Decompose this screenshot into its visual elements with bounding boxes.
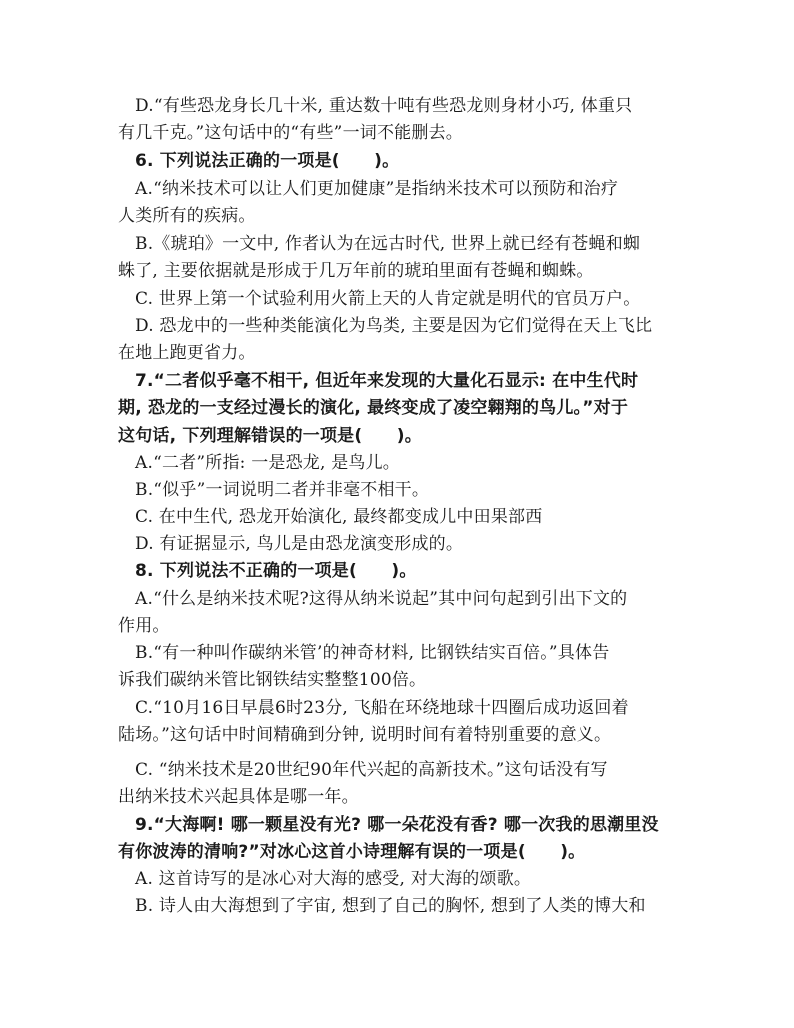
q8-stem: 8. 下列说法不正确的一项是( )。 [135, 561, 417, 581]
q7-option-c: C. 在中生代, 恐龙开始演化, 最终都变成儿中田果部西 [135, 507, 543, 527]
q9-option-b: B. 诗人由大海想到了宇宙, 想到了自己的胸怀, 想到了人类的博大和 [135, 896, 646, 916]
q8-option-c-line1: C.“10月16日早晨6时23分, 飞船在环绕地球十四圈后成功返回着 [135, 698, 629, 718]
q7-option-d: D. 有证据显示, 鸟儿是由恐龙演变形成的。 [135, 534, 464, 554]
q8-option-b-line1: B.“有一种叫作碳纳米管’的神奇材料, 比钢铁结实百倍。”具体告 [135, 643, 610, 663]
q9-stem-line2: 有你波涛的清响?”对冰心这首小诗理解有误的一项是( )。 [118, 842, 586, 862]
q6-option-d-line1: D. 恐龙中的一些种类能演化为鸟类, 主要是因为它们觉得在天上飞比 [135, 316, 653, 336]
q9-stem-line1: 9.“大海啊! 哪一颗星没有光? 哪一朵花没有香? 哪一次我的思潮里没 [135, 815, 659, 835]
q6-stem: 6. 下列说法正确的一项是( )。 [135, 151, 400, 171]
q6-option-c: C. 世界上第一个试验利用火箭上天的人肯定就是明代的官员万户。 [135, 289, 641, 309]
q6-option-a-line1: A.“纳米技术可以让人们更加健康”是指纳米技术可以预防和治疗 [135, 179, 619, 199]
q7-option-b: B.“似乎”一词说明二者并非毫不相干。 [135, 480, 430, 500]
q7-stem-line3: 这句话, 下列理解错误的一项是( )。 [118, 426, 422, 446]
q5-option-d-line1: D.“有些恐龙身长几十米, 重达数十吨有些恐龙则身材小巧, 体重只 [135, 96, 633, 116]
q6-option-b-line1: B.《琥珀》一文中, 作者认为在远古时代, 世界上就已经有苍蝇和蜘 [135, 234, 641, 254]
q8-option-c2-line1: C. “纳米技术是20世纪90年代兴起的高新技术。”这句话没有写 [135, 760, 608, 780]
q8-option-c2-line2: 出纳米技术兴起具体是哪一年。 [118, 787, 359, 807]
q9-option-a: A. 这首诗写的是冰心对大海的感受, 对大海的颂歌。 [135, 869, 532, 889]
q8-option-c-line2: 陆场。”这句话中时间精确到分钟, 说明时间有着特别重要的意义。 [118, 725, 612, 745]
q6-option-b-line2: 蛛了, 主要依据就是形成于几万年前的琥珀里面有苍蝇和蜘蛛。 [118, 261, 594, 281]
q7-stem-line1: 7.“二者似乎毫不相干, 但近年来发现的大量化石显示: 在中生代时 [135, 371, 639, 391]
q8-option-a-line2: 作用。 [118, 616, 170, 636]
q7-stem-line2: 期, 恐龙的一支经过漫长的演化, 最终变成了凌空翱翔的鸟儿。”对于 [118, 398, 629, 418]
q5-option-d-line2: 有几千克。”这句话中的“有些”一词不能删去。 [118, 123, 463, 143]
q8-option-b-line2: 诉我们碳纳米管比钢铁结实整整100倍。 [118, 670, 427, 690]
q8-option-a-line1: A.“什么是纳米技术呢?这得从纳米说起”其中问句起到引出下文的 [135, 589, 628, 609]
q6-option-a-line2: 人类所有的疾病。 [118, 206, 256, 226]
q6-option-d-line2: 在地上跑更省力。 [118, 343, 256, 363]
q7-option-a: A.“二者”所指: 一是恐龙, 是鸟儿。 [135, 453, 401, 473]
